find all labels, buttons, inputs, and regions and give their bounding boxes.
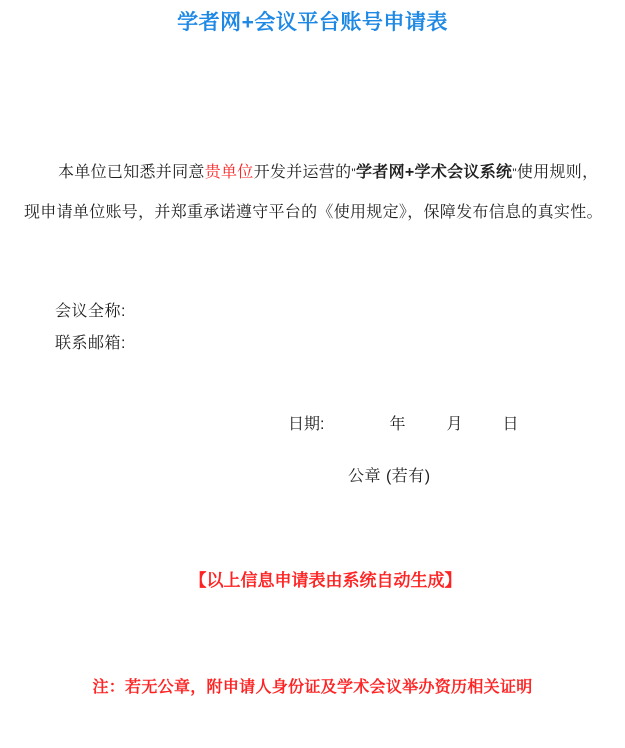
agreement-text-middle: 开发并运营的 <box>253 164 352 181</box>
agreement-paragraph <box>24 153 605 233</box>
date-label: 日期: <box>288 416 325 433</box>
agreement-text-end: 使用规则， <box>516 164 599 181</box>
footer-note: 注：若无公章，附申请人身份证及学术会议举办资历相关证明 <box>92 679 533 696</box>
contact-email-label: 联系邮箱: <box>55 335 126 352</box>
agreement-highlight-your-unit: 贵单位 <box>204 164 254 181</box>
date-year-label: 年 <box>389 416 406 433</box>
conference-name-label: 会议全称: <box>55 303 126 320</box>
close-quote: " <box>512 166 517 180</box>
date-line <box>288 411 519 434</box>
date-month-label: 月 <box>446 416 463 433</box>
open-quote: " <box>351 166 356 180</box>
form-fields <box>55 296 126 360</box>
agreement-line-2: 现申请单位账号，并郑重承诺遵守平台的《使用规定》，保障发布信息的真实性。 <box>24 204 603 221</box>
auto-generated-note: 【以上信息申请表由系统自动生成】 <box>189 571 462 590</box>
date-day-label: 日 <box>502 416 519 433</box>
official-seal-label: 公章 (若有) <box>348 468 431 485</box>
system-name: 学者网+学术会议系统 <box>355 164 513 181</box>
agreement-line-1 <box>24 153 605 193</box>
agreement-text-start: 本单位已知悉并同意 <box>58 164 205 181</box>
page-title: 学者网+会议平台账号申请表 <box>177 11 448 34</box>
